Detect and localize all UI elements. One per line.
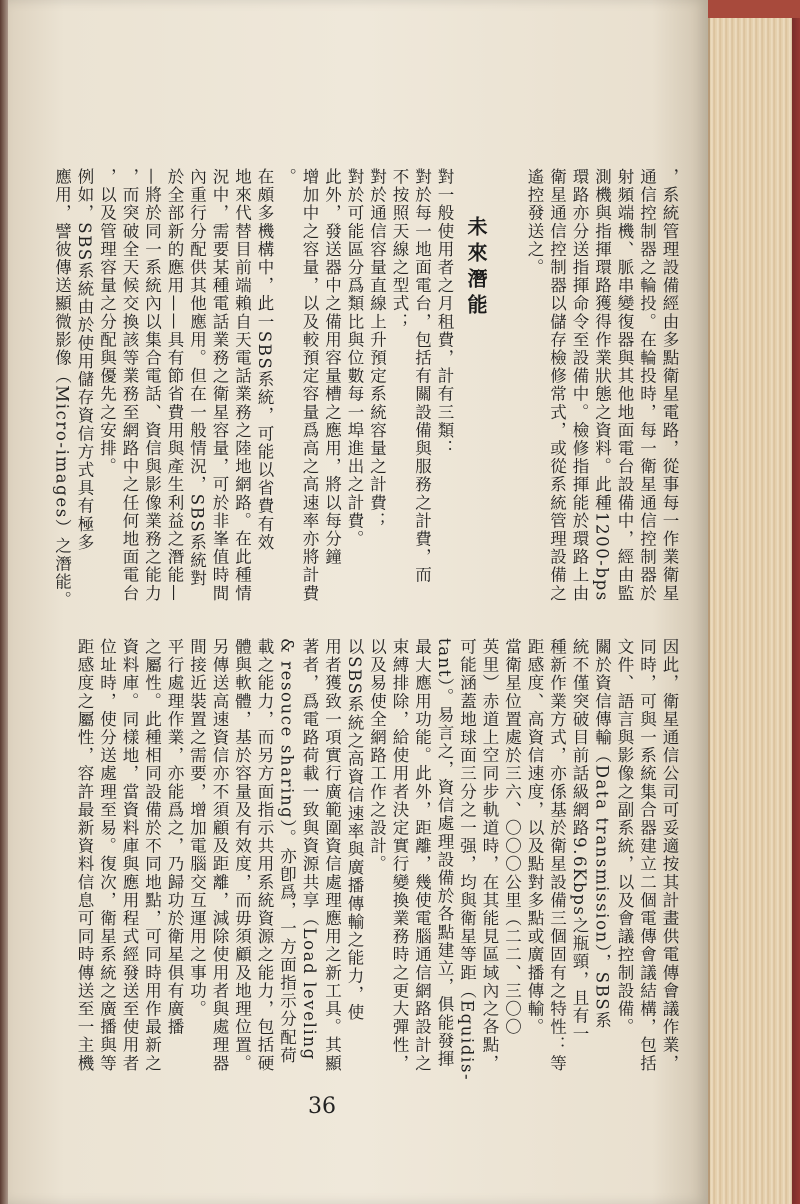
text-column: 應用，譬彼傳送顯微影像（Micro-images）之潛能。 [52,168,72,610]
text-column: 最大應用功能。此外，距離，幾使電腦通信網路設計之 [412,638,432,1073]
text-column: tant）。易言之，資信處理設備於各點建立，俱能發揮 [435,638,454,1069]
text-column: 文件、語言與影像之副系統，以及會議控制設備。 [615,638,634,1037]
text-column: 。 [277,168,297,187]
text-column: —將於同一系統內以集合電話、資信與影像業務之能力 [142,168,162,603]
text-column: 不按照天線之型式； [390,168,409,331]
text-column: 遙控發送之。 [525,168,544,277]
text-column: 用者獲致一項實行廣範圍資信處理應用之新工具。其顯 [322,638,342,1073]
text-column: 況中，需要某種電話業務之衛星容量，可於非峯值時間 [210,168,229,603]
text-column: 另傳送高速資信亦不須顧及距離，減除使用者與處理器 [210,638,229,1073]
text-column: 在頗多機構中，此一SBS系統，可能以省費有效 [255,168,274,552]
book-page [8,0,708,1204]
text-column: 以及易使全網路工作之設計。 [367,638,387,874]
text-column: 同時，可與一系統集合器建立二個電傳會議結構，包括 [637,638,657,1073]
text-column: 束縛排除，給使用者決定實行變換業務時之更大彈性， [390,638,409,1073]
text-column: 內重行分配供其他應用。但在一般情況，SBS系統對 [187,168,207,588]
text-column: 對一般使用者之月租費，計有三類： [435,168,454,458]
book-cover-edge [792,0,800,1204]
text-column: ，以及管理容量之分配與優先之安排。 [97,168,117,476]
text-column: 平行處理作業，亦能爲之，乃歸功於衛星俱有廣播 [165,638,184,1037]
text-column: 通信控制器之輪投。在輪投時，每一衛星通信控制器於 [637,168,657,603]
text-column: 資料庫。同樣地，當資料庫與應用程式經發送至使用者 [120,638,139,1073]
text-column: 於全部新的應用——具有節省費用與產生利益之潛能— [165,168,184,603]
text-column: 增加中之容量，以及較預定容量爲高之高速率亦將計費 [300,168,319,603]
page-edges [708,0,800,1204]
text-column: 統不僅突破目前話級網路9.6Kbps之瓶頸，且有一 [570,638,589,1044]
text-column: 著者，爲電路荷載一致與資源共享（Load leveling [300,638,319,1061]
text-column: 當衛星位置處於三六、〇〇〇公里（二二、三〇〇 [502,638,522,1037]
text-column: 間接近裝置之需要，增加電腦交互運用之事功。 [187,638,207,1019]
text-column: ，系統管理設備經由多點衛星電路，從事每一作業衛星 [660,168,679,603]
text-column: 因此，衛星通信公司可妥適按其計畫供電傳會議作業， [660,638,679,1073]
text-column: 例如，SBS系統由於使用儲存資信方式具有極多 [75,168,94,552]
text-column: & resouce sharing）。亦卽爲，一方面指示分配荷 [277,638,297,1065]
text-column: 此外，發送器中之備用容量槽之應用，將以每分鐘 [322,168,342,567]
text-column: 之屬性。此種相同設備於不同地點，可同時用作最新之 [142,638,162,1073]
text-column: ，而突破全天候交換該等業務至網路中之任何地面電台 [120,168,139,603]
text-column: 對於通信容量直線上升預定系統容量之計費； [367,168,387,530]
text-column: 地來代替目前端賴自天電話業務之陸地網路。在此種情 [232,168,252,603]
section-heading: 未來潛能 [464,216,488,320]
text-column: 種新作業方式，亦係基於衛星設備三個固有之特性：等 [547,638,567,1073]
text-column: 以SBS系統之高資信速率與廣播傳輸之能力，使 [345,638,364,1022]
text-column: 英里）赤道上空同步軌道時，在其能見區域內之各點， [480,638,499,1073]
text-column: 射頻端機、脈串變復器與其他地面電台設備中，經由監 [615,168,634,603]
text-column: 距感度之屬性，容許最新資料信息可同時傳送至一主機 [75,638,94,1073]
text-column: 測機與指揮環路獲得作業狀態之資料。此種1200-bps [592,168,612,602]
text-column: 關於資信傳輸（Data transmission），SBS系 [592,638,612,1030]
text-column: 對於每一地面電台，包括有關設備與服務之計費，而 [412,168,432,585]
text-column: 可能涵蓋地球面三分之一强，均與衛星等距（Equidis- [457,638,477,1082]
text-column: 載之能力，而另方面指示共用系統資源之能力，包括硬 [255,638,274,1073]
book-top-rim [708,0,800,18]
page-text [48,168,688,1108]
text-column: 對於可能區分爲類比與位數每一埠進出之計費。 [345,168,364,549]
text-column: 衛星通信控制器以儲存檢修常式，或從系統管理設備之 [547,168,567,603]
page-number: 36 [308,1094,336,1119]
text-column: 位址時，使分送處理至易。復次，衛星系統之廣播與等 [97,638,117,1073]
text-column: 環路亦分送指揮命令至設備中。檢修指揮能於環路上由 [570,168,589,603]
text-column: 體與軟體，基於容量及有效度，而毋須顧及地理位置。 [232,638,252,1073]
text-column: 距感度、高資信速度，以及點對多點或廣播傳輸。 [525,638,544,1037]
